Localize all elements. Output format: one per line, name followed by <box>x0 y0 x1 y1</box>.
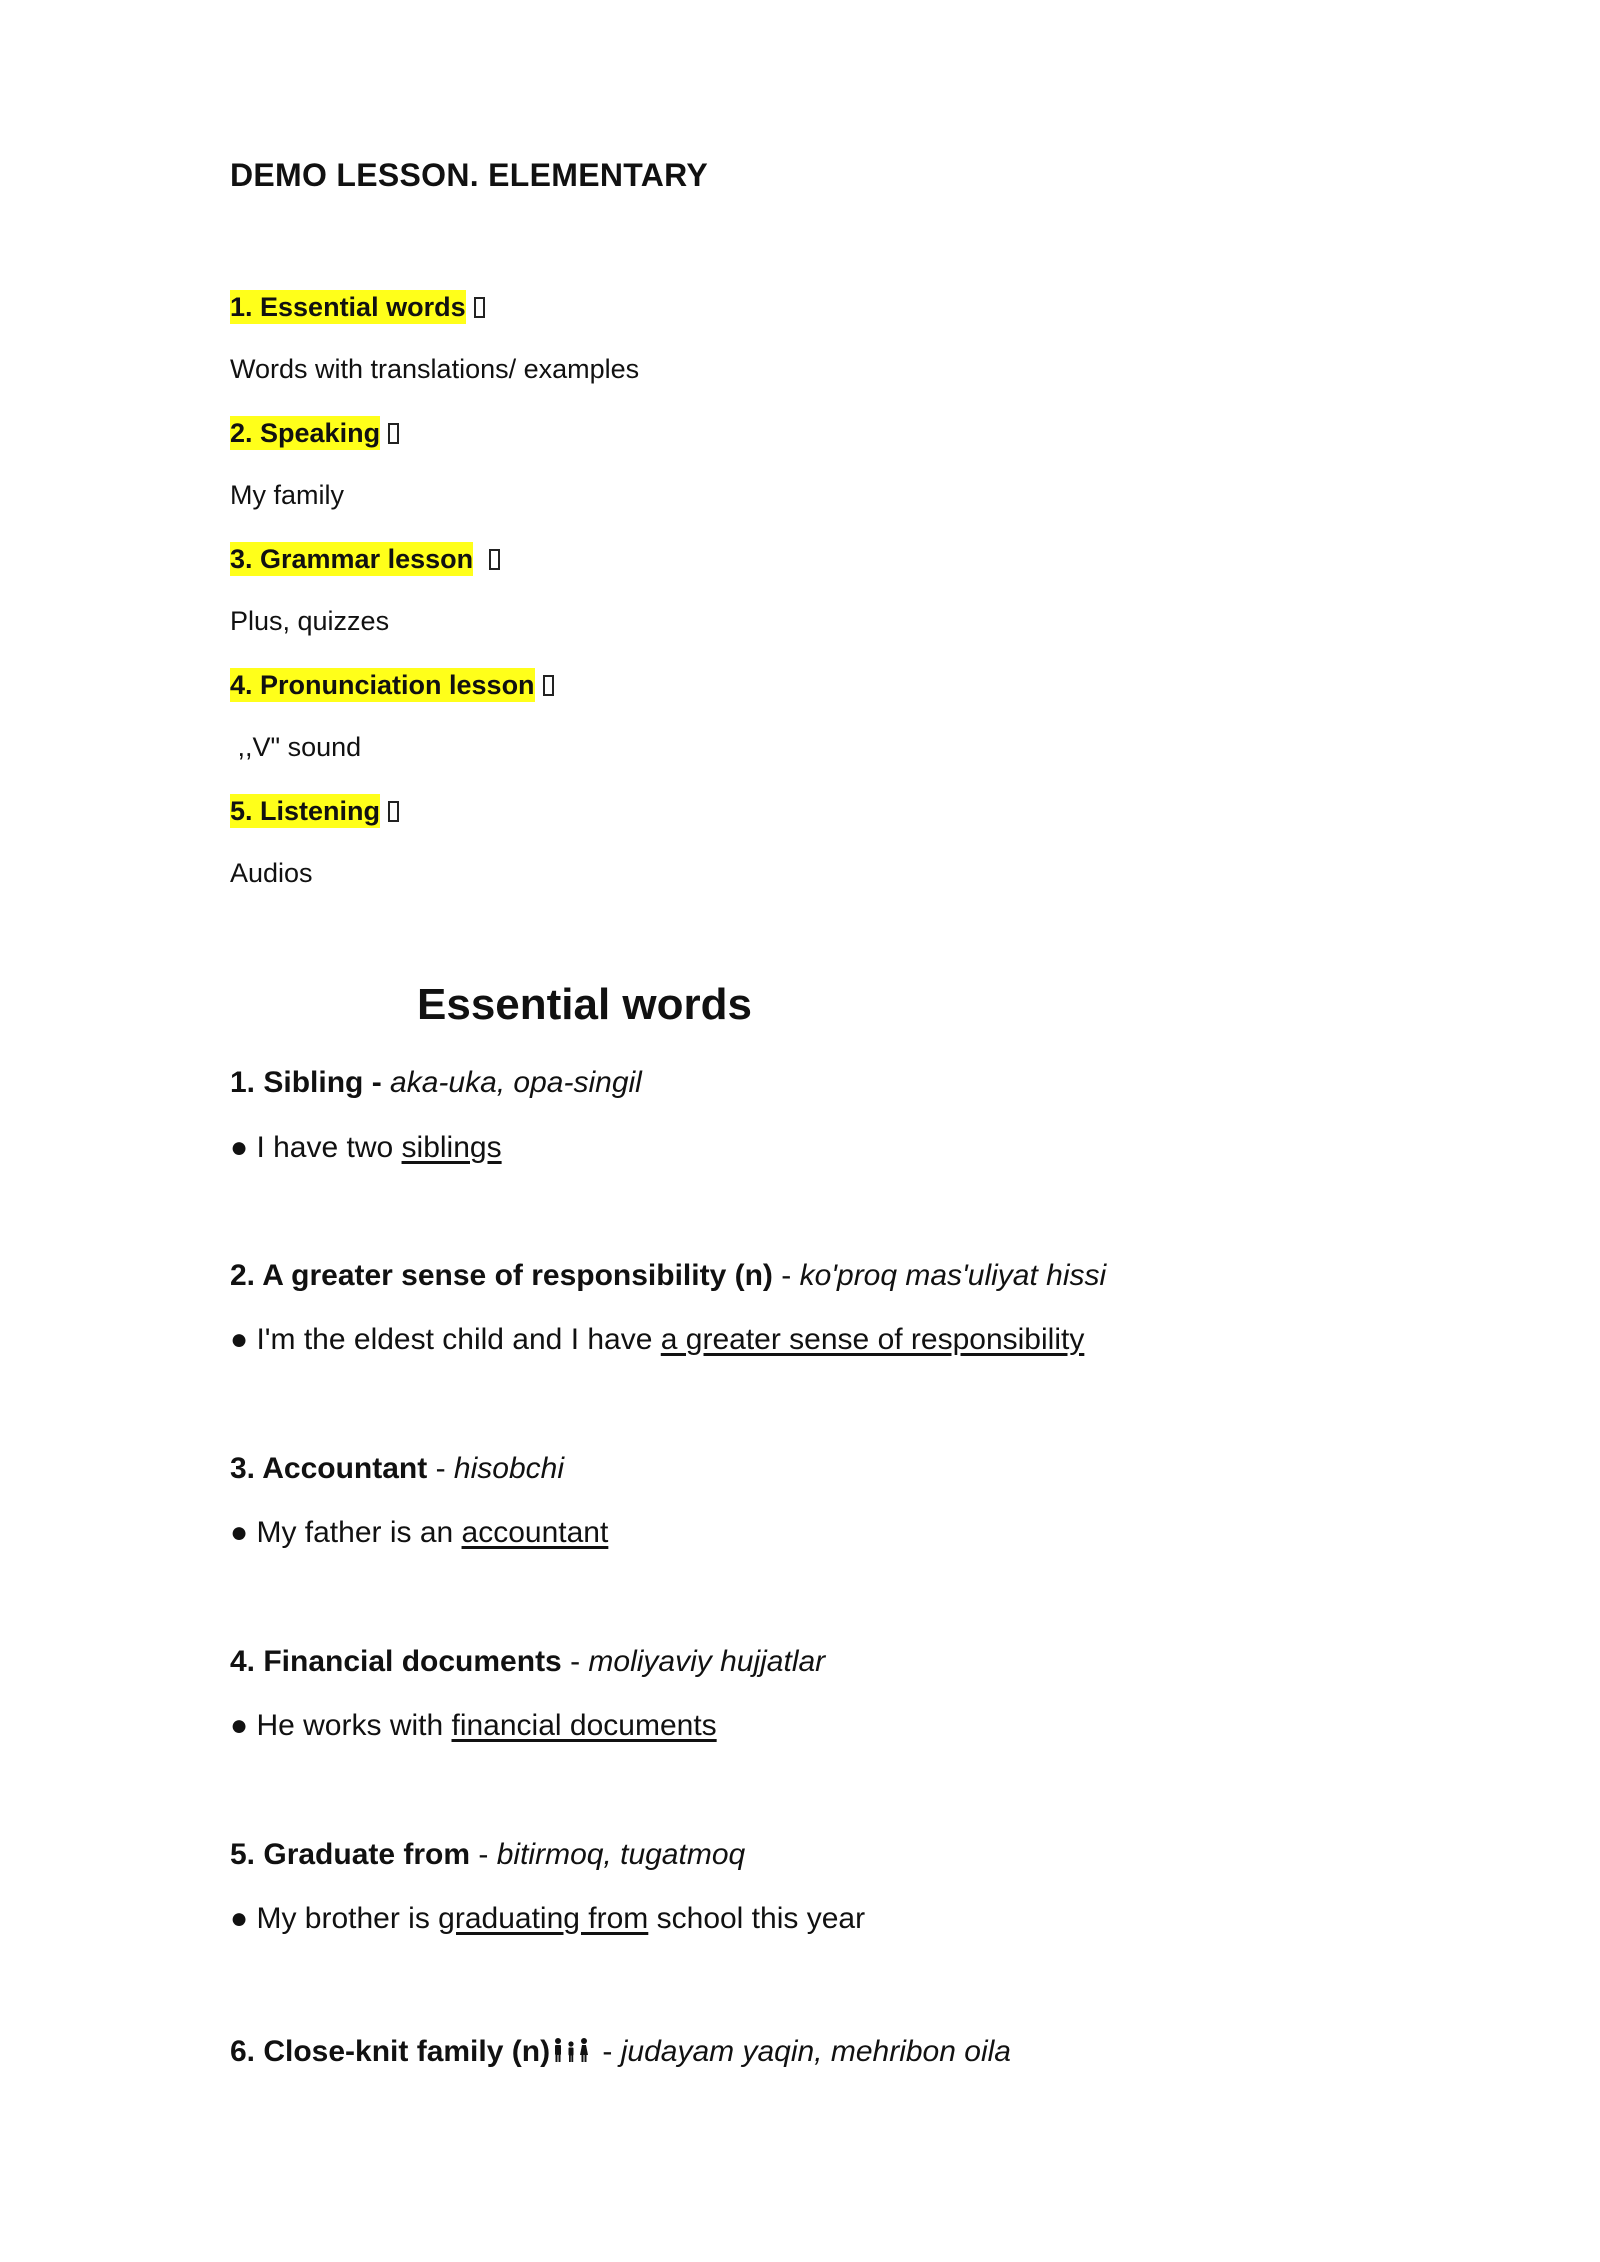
example-text: ● My brother is <box>230 1902 439 1935</box>
word-translation: bitirmoq, tugatmoq <box>496 1838 746 1871</box>
word-separator: - <box>772 1259 800 1292</box>
word-example-3 <box>230 1516 608 1550</box>
word-term: 2. A greater sense of responsibility (n) <box>230 1259 773 1292</box>
toc-heading-label: 5. Listening <box>230 796 381 826</box>
example-text: ● I have two <box>230 1131 402 1164</box>
example-highlight: siblings <box>401 1131 502 1164</box>
example-text: ● I'm the eldest child and I have <box>230 1323 661 1356</box>
example-text: ● He works with <box>230 1709 452 1742</box>
toc-desc-pronunciation: ,,V" sound <box>230 732 362 762</box>
word-translation: hisobchi <box>453 1452 564 1485</box>
word-separator: - <box>561 1645 589 1678</box>
word-separator: - <box>363 1066 391 1099</box>
toc-heading-label: 2. Speaking <box>230 418 381 448</box>
toc-heading-label: 3. Grammar lesson <box>230 544 474 574</box>
word-separator: - <box>427 1452 454 1485</box>
word-example-2 <box>230 1323 1084 1357</box>
box-icon <box>388 801 399 822</box>
word-separator: - <box>470 1838 497 1871</box>
toc-heading-essential-words <box>230 292 485 323</box>
word-entry-2 <box>230 1259 1106 1293</box>
word-translation: aka-uka, opa-singil <box>390 1066 642 1099</box>
toc-desc-speaking: My family <box>230 480 344 510</box>
example-highlight: a greater sense of responsibility <box>660 1323 1085 1356</box>
example-highlight: graduating from <box>438 1902 649 1935</box>
word-term: 3. Accountant <box>230 1452 428 1485</box>
example-text-after: school this year <box>648 1902 866 1935</box>
word-entry-4 <box>230 1645 825 1679</box>
word-entry-5 <box>230 1838 745 1872</box>
example-text: ● My father is an <box>230 1516 462 1549</box>
word-entry-1 <box>230 1066 642 1100</box>
family-icon <box>552 2037 590 2063</box>
word-term: 6. Close-knit family (n) <box>230 2035 551 2068</box>
toc-heading-label: 4. Pronunciation lesson <box>230 670 535 700</box>
toc-desc-grammar: Plus, quizzes <box>230 606 390 636</box>
toc-desc-listening: Audios <box>230 858 313 888</box>
word-term: 4. Financial documents <box>230 1645 562 1678</box>
word-example-5 <box>230 1902 865 1936</box>
word-term: 1. Sibling <box>230 1066 364 1099</box>
word-term: 5. Graduate from <box>230 1838 471 1871</box>
box-icon <box>474 297 485 318</box>
example-highlight: accountant <box>461 1516 609 1549</box>
word-translation: judayam yaqin, mehribon oila <box>620 2035 1011 2068</box>
toc-desc-essential-words: Words with translations/ examples <box>230 354 640 384</box>
word-entry-6 <box>230 2035 1011 2069</box>
box-icon <box>543 675 554 696</box>
toc-heading-label: 1. Essential words <box>230 292 466 322</box>
document-title: DEMO LESSON. ELEMENTARY <box>230 157 709 193</box>
toc-heading-pronunciation <box>230 670 554 701</box>
toc-heading-grammar <box>230 544 500 575</box>
word-entry-3 <box>230 1452 564 1486</box>
word-example-4 <box>230 1709 717 1743</box>
section-title: Essential words <box>417 980 753 1029</box>
example-highlight: financial documents <box>451 1709 717 1742</box>
toc-heading-listening <box>230 796 399 827</box>
toc-heading-speaking <box>230 418 399 449</box>
box-icon <box>489 549 500 570</box>
word-separator: - <box>594 2035 621 2068</box>
word-example-1 <box>230 1131 502 1165</box>
box-icon <box>388 423 399 444</box>
word-translation: ko'proq mas'uliyat hissi <box>799 1259 1107 1292</box>
word-translation: moliyaviy hujjatlar <box>588 1645 826 1678</box>
